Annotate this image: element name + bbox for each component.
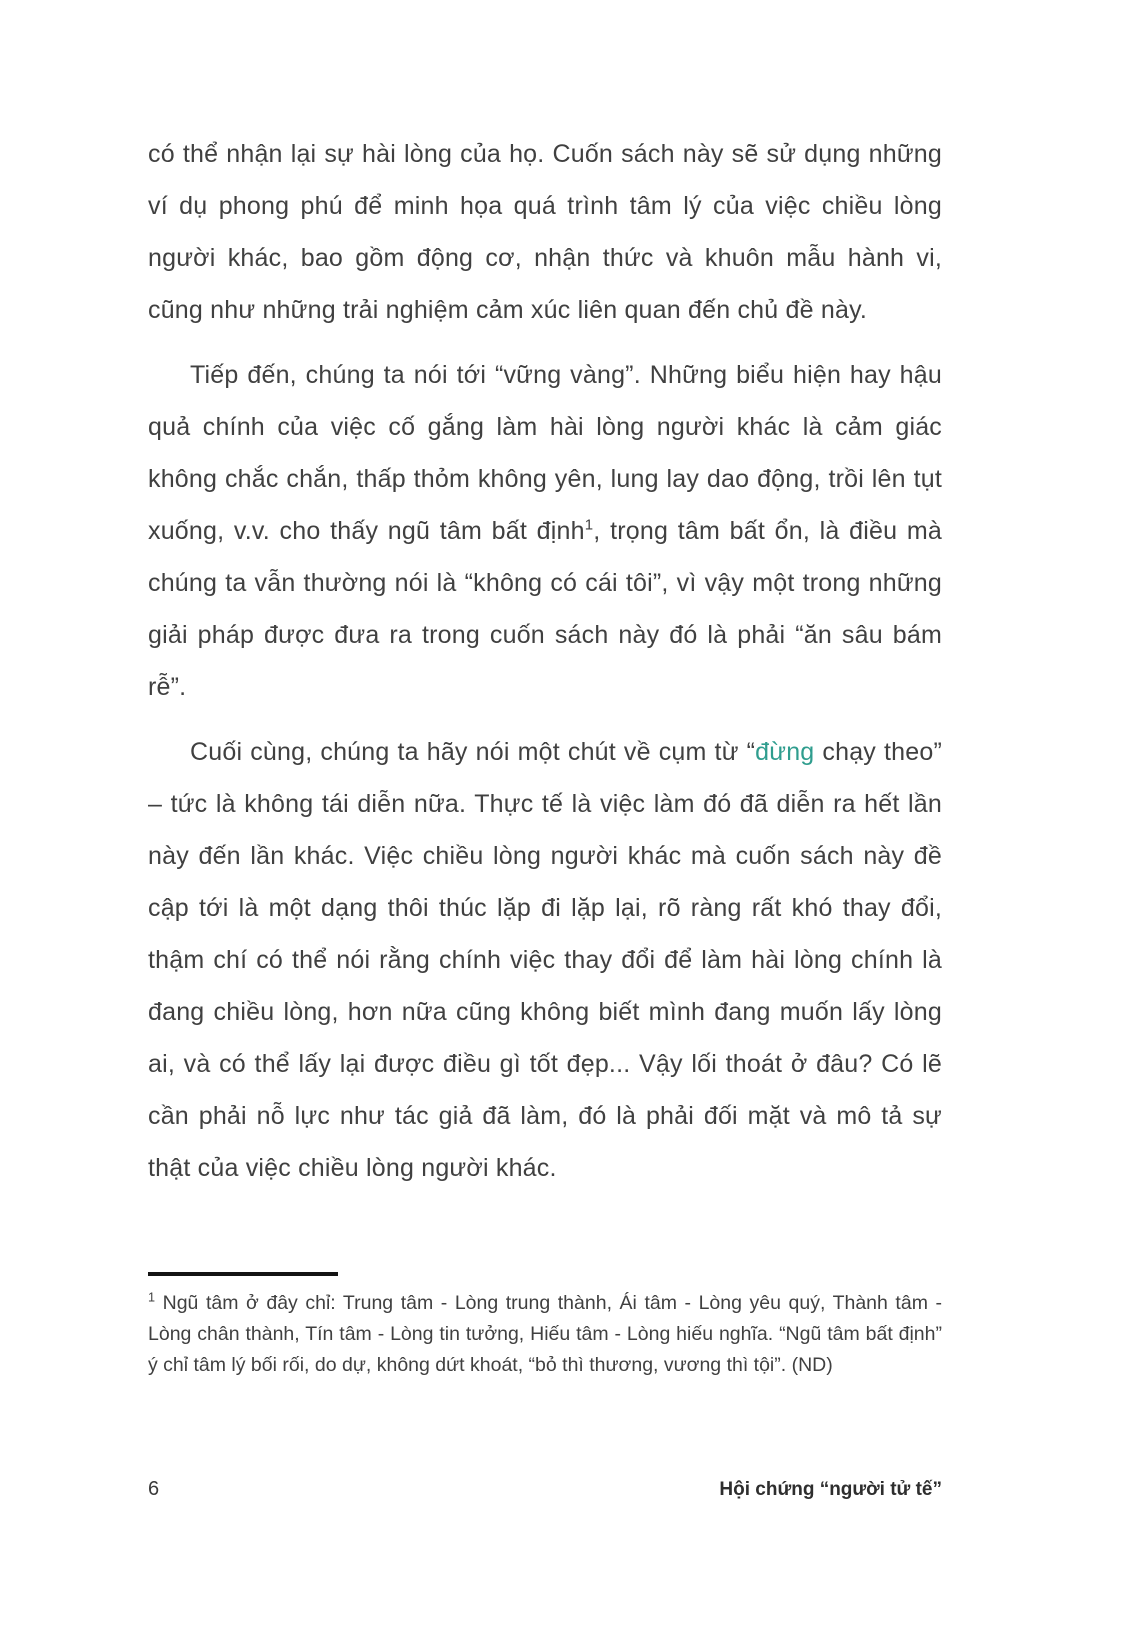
page-footer [148,1478,942,1501]
body-text [148,128,942,1207]
text-segment: có thể nhận lại sự hài lòng của họ. Cuốn sách này sẽ sử dụng những ví dụ phong phú để minh họa quá trình tâm lý của việc chiều lòng người khác, bao gồm động cơ, nhận thức và khuôn mẫu hành vi, cũng như những trải nghiệm cảm xúc liên quan đến chủ đề này. [148,140,942,324]
footnote-divider [148,1272,338,1276]
text-segment: , trọng tâm bất ổn, là điều mà chúng ta vẫn thường nói là “không có cái tôi”, vì vậy một trong những giải pháp được đưa ra trong cuốn sách này đó là phải “ăn sâu bám rễ”. [148,517,942,701]
footnote-body: Ngũ tâm ở đây chỉ: Trung tâm - Lòng trung thành, Ái tâm - Lòng yêu quý, Thành tâm - Lòng chân thành, Tín tâm - Lòng tin tưởng, Hiếu tâm - Lòng hiếu nghĩa. “Ngũ tâm bất định” ý chỉ tâm lý bối rối, do dự, không dứt khoát, “bỏ thì thương, vương thì tội”. (ND) [148,1292,942,1376]
footnote-reference: 1 [584,516,594,534]
page-number: 6 [148,1478,160,1500]
body-paragraph [148,349,942,713]
footnote-text [148,1288,942,1381]
body-paragraph [148,726,942,1194]
footnote-marker: 1 [148,1290,156,1305]
text-segment: Cuối cùng, chúng ta hãy nói một chút về cụm từ “ [190,738,756,766]
body-paragraph [148,128,942,336]
running-title: Hội chứng “người tử tế” [719,1479,942,1500]
accent-word: đừng [755,738,815,766]
footnote-section [148,1272,942,1381]
text-segment: chạy theo” – tức là không tái diễn nữa. Thực tế là việc làm đó đã diễn ra hết lần này đến lần khác. Việc chiều lòng người khác mà cuốn sách này đề cập tới là một dạng thôi thúc lặp đi lặp lại, rõ ràng rất khó thay đổi, thậm chí có thể nói rằng chính việc thay đổi để làm hài lòng chính là đang chiều lòng, hơn nữa cũng không biết mình đang muốn lấy lòng ai, và có thể lấy lại được điều gì tốt đẹp... Vậy lối thoát ở đâu? Có lẽ cần phải nỗ lực như tác giả đã làm, đó là phải đối mặt và mô tả sự thật của việc chiều lòng người khác. [148,738,942,1182]
text-segment: Tiếp đến, chúng ta nói tới “vững vàng”. Những biểu hiện hay hậu quả chính của việc cố gắng làm hài lòng người khác là cảm giác không chắc chắn, thấp thỏm không yên, lung lay dao động, trồi lên tụt xuống, v.v. cho thấy ngũ tâm bất định [148,361,942,545]
